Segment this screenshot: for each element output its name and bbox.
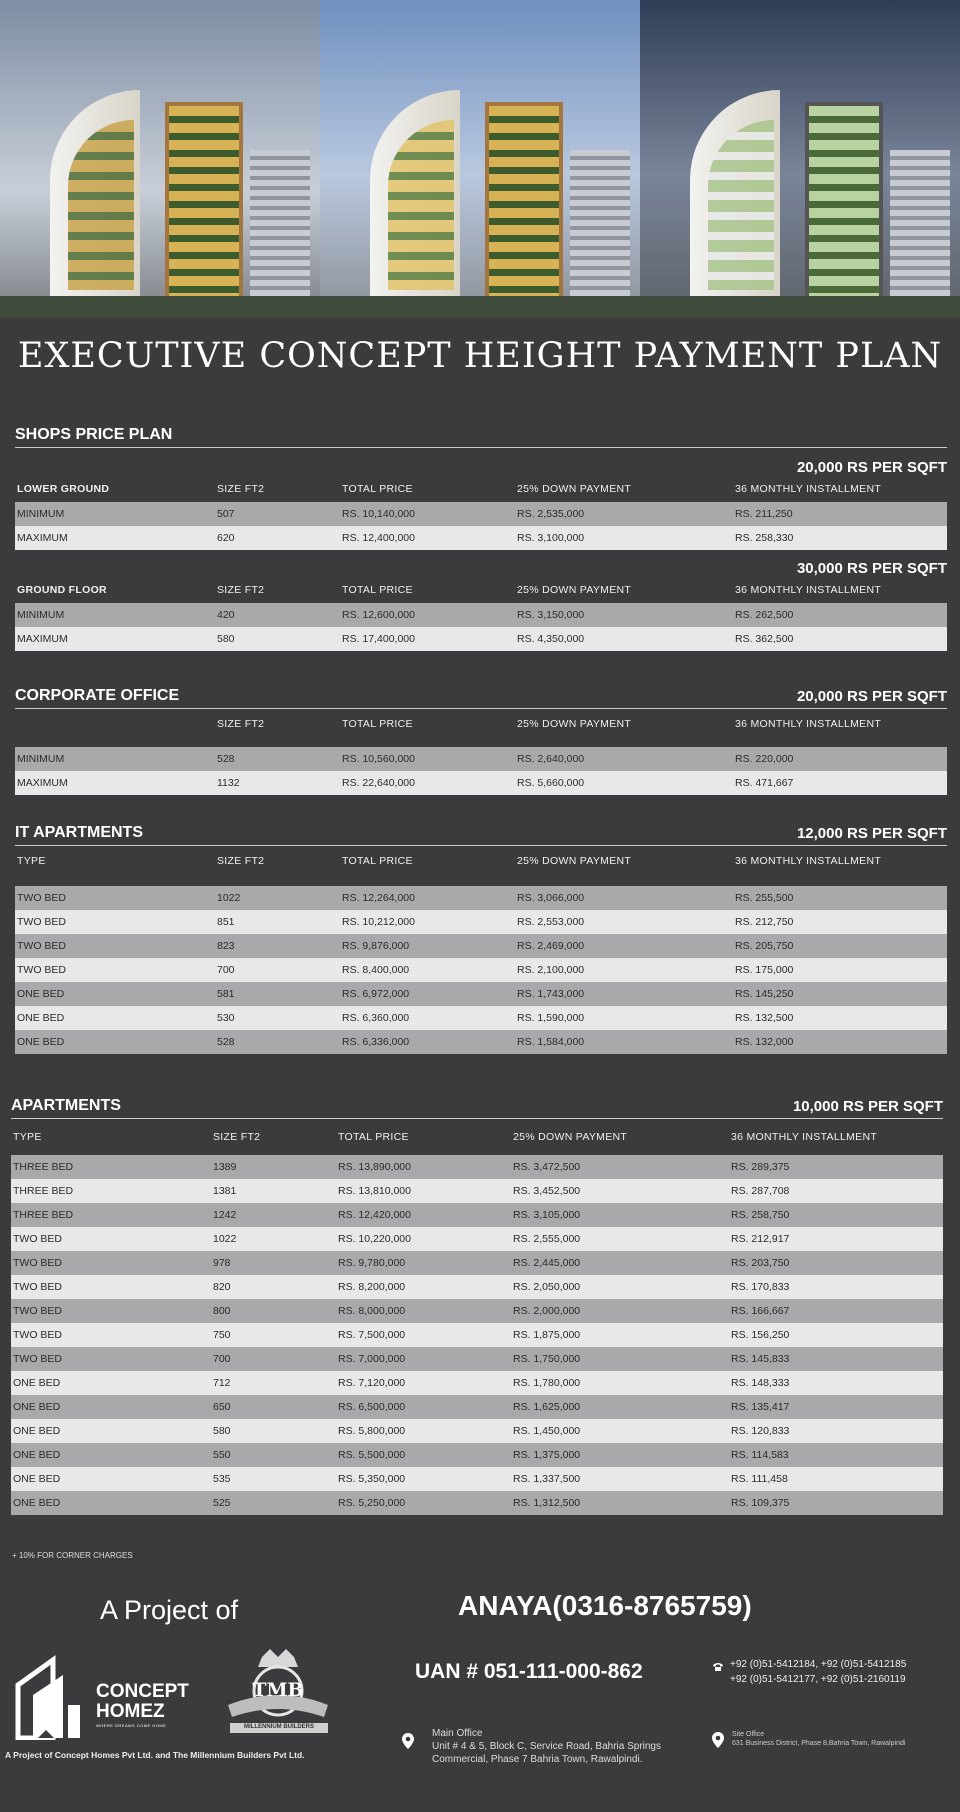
table-cell: RS. 258,750 — [731, 1209, 790, 1221]
section-heading: APARTMENTS 10,000 RS PER SQFT — [11, 1093, 943, 1119]
table-cell: RS. 132,000 — [735, 1036, 794, 1048]
table-cell: RS. 9,876,000 — [342, 940, 410, 952]
table-cell: RS. 211,250 — [735, 508, 793, 520]
location-pin-icon — [402, 1733, 414, 1749]
table-cell: 1022 — [213, 1233, 237, 1245]
table-cell: RS. 2,469,000 — [517, 940, 585, 952]
table-cell: RS. 1,450,000 — [513, 1425, 581, 1437]
table-cell: RS. 6,500,000 — [338, 1401, 406, 1413]
table-cell: RS. 13,890,000 — [338, 1161, 411, 1173]
uan-number: UAN # 051-111-000-862 — [415, 1660, 643, 1683]
table-cell: TWO BED — [13, 1329, 62, 1341]
table-cell: RS. 13,810,000 — [338, 1185, 411, 1197]
table-cell: RS. 12,400,000 — [342, 532, 415, 544]
corporate-section — [15, 683, 947, 795]
table-cell: 550 — [213, 1449, 231, 1461]
table-cell: RS. 156,250 — [731, 1329, 790, 1341]
table-cell: 528 — [217, 753, 235, 765]
table-cell: 535 — [213, 1473, 231, 1485]
table-cell: RS. 175,000 — [735, 964, 794, 976]
column-headers: GROUND FLOOR SIZE FT2 TOTAL PRICE 25% DOWN PAYMENT 36 MONTHLY INSTALLMENT — [17, 584, 882, 596]
rate-label: 30,000 RS PER SQFT — [796, 560, 947, 577]
table-cell: MINIMUM — [17, 609, 65, 621]
table-cell: 581 — [217, 988, 235, 1000]
table-cell: RS. 212,917 — [731, 1233, 790, 1245]
project-credit: A Project of Concept Homes Pvt Ltd. and The Millennium Builders Pvt Ltd. — [5, 1750, 305, 1760]
table-cell: RS. 5,500,000 — [338, 1449, 406, 1461]
table-cell: RS. 5,350,000 — [338, 1473, 406, 1485]
table-cell: 978 — [213, 1257, 231, 1269]
table-cell: RS. 212,750 — [735, 916, 794, 928]
table-cell: 1389 — [213, 1161, 237, 1173]
table-cell: RS. 12,420,000 — [338, 1209, 411, 1221]
table-body — [15, 603, 947, 651]
location-pin-icon — [712, 1732, 724, 1748]
table-cell: RS. 3,452,500 — [513, 1185, 581, 1197]
table-cell: ONE BED — [17, 1012, 65, 1024]
table-cell: RS. 3,066,000 — [517, 892, 585, 904]
table-cell: RS. 1,780,000 — [513, 1377, 581, 1389]
table-row — [11, 1371, 943, 1395]
table-row — [11, 1491, 943, 1515]
table-cell: 507 — [217, 508, 235, 520]
table-row — [11, 1323, 943, 1347]
table-cell: RS. 6,336,000 — [342, 1036, 410, 1048]
project-of-label: A Project of — [100, 1595, 239, 1625]
table-cell: TWO BED — [17, 916, 66, 928]
table-cell: MAXIMUM — [17, 777, 68, 789]
table-cell: RS. 145,250 — [735, 988, 794, 1000]
table-cell: RS. 362,500 — [735, 633, 794, 645]
table-cell: TWO BED — [17, 892, 66, 904]
building-render-dusk — [640, 0, 960, 318]
table-cell: RS. 8,000,000 — [338, 1305, 406, 1317]
table-row — [15, 502, 947, 526]
table-cell: RS. 3,150,000 — [517, 609, 585, 621]
page-title: EXECUTIVE CONCEPT HEIGHT PAYMENT PLAN — [17, 336, 943, 376]
table-cell: RS. 5,800,000 — [338, 1425, 406, 1437]
table-cell: RS. 132,500 — [735, 1012, 794, 1024]
table-cell: RS. 3,105,000 — [513, 1209, 581, 1221]
table-row — [11, 1275, 943, 1299]
phone-numbers: +92 (0)51-5412184, +92 (0)51-5412185 +92 (0)51-5412177, +92 (0)51-2160119 — [730, 1659, 907, 1685]
table-row — [11, 1227, 943, 1251]
table-cell: ONE BED — [13, 1449, 61, 1461]
table-row — [15, 526, 947, 550]
corner-charges-note: + 10% FOR CORNER CHARGES — [12, 1551, 133, 1560]
table-row — [11, 1443, 943, 1467]
table-cell: MAXIMUM — [17, 532, 68, 544]
table-cell: RS. 10,212,000 — [342, 916, 415, 928]
table-cell: RS. 12,600,000 — [342, 609, 415, 621]
table-row — [11, 1419, 943, 1443]
table-cell: RS. 289,375 — [731, 1161, 790, 1173]
table-row — [15, 627, 947, 651]
table-cell: 712 — [213, 1377, 231, 1389]
table-cell: RS. 6,360,000 — [342, 1012, 410, 1024]
table-cell: RS. 255,500 — [735, 892, 794, 904]
building-render-day — [0, 0, 320, 318]
table-cell: 750 — [213, 1329, 231, 1341]
table-cell: 530 — [217, 1012, 235, 1024]
table-row — [15, 910, 947, 934]
table-cell: 420 — [217, 609, 235, 621]
table-cell: RS. 3,472,500 — [513, 1161, 581, 1173]
table-cell: RS. 2,553,000 — [517, 916, 585, 928]
table-row — [15, 958, 947, 982]
table-cell: RS. 111,458 — [731, 1473, 788, 1485]
table-cell: RS. 7,000,000 — [338, 1353, 406, 1365]
table-cell: RS. 145,833 — [731, 1353, 790, 1365]
table-cell: THREE BED — [13, 1185, 74, 1197]
table-row — [15, 603, 947, 627]
table-cell: MAXIMUM — [17, 633, 68, 645]
table-cell: TWO BED — [17, 964, 66, 976]
table-cell: RS. 2,100,000 — [517, 964, 585, 976]
table-cell: 820 — [213, 1281, 231, 1293]
rate-label: 20,000 RS PER SQFT — [796, 459, 947, 476]
table-cell: RS. 203,750 — [731, 1257, 790, 1269]
table-cell: 851 — [217, 916, 235, 928]
table-cell: ONE BED — [13, 1497, 61, 1509]
table-cell: RS. 1,875,000 — [513, 1329, 581, 1341]
table-cell: 620 — [217, 532, 235, 544]
table-row — [15, 771, 947, 795]
table-cell: RS. 6,972,000 — [342, 988, 410, 1000]
table-cell: RS. 1,312,500 — [513, 1497, 581, 1509]
table-cell: MINIMUM — [17, 508, 65, 520]
table-cell: RS. 12,264,000 — [342, 892, 415, 904]
table-cell: RS. 17,400,000 — [342, 633, 415, 645]
table-cell: 1381 — [213, 1185, 237, 1197]
table-cell: MINIMUM — [17, 753, 65, 765]
table-cell: ONE BED — [13, 1377, 61, 1389]
table-cell: 1022 — [217, 892, 241, 904]
table-cell: THREE BED — [13, 1161, 74, 1173]
table-cell: RS. 135,417 — [731, 1401, 790, 1413]
table-cell: RS. 1,584,000 — [517, 1036, 585, 1048]
table-row — [15, 982, 947, 1006]
table-cell: RS. 262,500 — [735, 609, 794, 621]
table-body — [11, 1155, 943, 1515]
table-cell: 700 — [217, 964, 235, 976]
table-row — [11, 1347, 943, 1371]
table-row — [11, 1299, 943, 1323]
table-row — [15, 934, 947, 958]
section-heading: IT APARTMENTS 12,000 RS PER SQFT — [15, 820, 947, 846]
table-cell: RS. 1,590,000 — [517, 1012, 585, 1024]
table-cell: RS. 22,640,000 — [342, 777, 415, 789]
column-headers: TYPE SIZE FT2 TOTAL PRICE 25% DOWN PAYMENT 36 MONTHLY INSTALLMENT — [13, 1131, 878, 1143]
table-body — [15, 886, 947, 1054]
table-cell: RS. 9,780,000 — [338, 1257, 406, 1269]
table-cell: 823 — [217, 940, 235, 952]
table-cell: RS. 287,708 — [731, 1185, 790, 1197]
contact-name-phone: ANAYA(0316-8765759) — [458, 1590, 752, 1621]
table-cell: RS. 258,330 — [735, 532, 794, 544]
table-cell: RS. 220,000 — [735, 753, 794, 765]
table-cell: RS. 120,833 — [731, 1425, 790, 1437]
table-cell: RS. 1,337,500 — [513, 1473, 581, 1485]
table-cell: RS. 1,625,000 — [513, 1401, 581, 1413]
table-cell: RS. 5,660,000 — [517, 777, 585, 789]
table-row — [15, 1006, 947, 1030]
table-cell: TWO BED — [13, 1257, 62, 1269]
table-cell: RS. 1,375,000 — [513, 1449, 581, 1461]
table-cell: ONE BED — [17, 988, 65, 1000]
section-heading: CORPORATE OFFICE 20,000 RS PER SQFT — [15, 683, 947, 709]
table-cell: RS. 2,555,000 — [513, 1233, 581, 1245]
table-cell: RS. 109,375 — [731, 1497, 790, 1509]
table-cell: 800 — [213, 1305, 231, 1317]
table-cell: RS. 2,050,000 — [513, 1281, 581, 1293]
table-cell: RS. 10,220,000 — [338, 1233, 411, 1245]
table-cell: ONE BED — [13, 1473, 61, 1485]
table-cell: TWO BED — [17, 940, 66, 952]
table-cell: 1242 — [213, 1209, 237, 1221]
table-cell: 700 — [213, 1353, 231, 1365]
table-cell: RS. 10,560,000 — [342, 753, 415, 765]
table-cell: RS. 5,250,000 — [338, 1497, 406, 1509]
apartments-section — [11, 1093, 943, 1515]
millennium-builders-logo: TMB MILLENNIUM BUILDERS — [220, 1645, 340, 1745]
table-cell: TWO BED — [13, 1233, 62, 1245]
table-cell: RS. 2,445,000 — [513, 1257, 581, 1269]
table-cell: RS. 205,750 — [735, 940, 794, 952]
table-row — [15, 1030, 947, 1054]
table-cell: RS. 7,500,000 — [338, 1329, 406, 1341]
main-office-address: Main Office Unit # 4 & 5, Block C, Service Road, Bahria Springs Commercial, Phase 7 Bahria Town, Rawalpindi. — [432, 1728, 661, 1765]
hero-images — [0, 0, 960, 318]
table-cell: RS. 2,535,000 — [517, 508, 585, 520]
table-cell: 580 — [217, 633, 235, 645]
table-cell: TWO BED — [13, 1305, 62, 1317]
table-cell: RS. 471,667 — [735, 777, 794, 789]
table-cell: ONE BED — [13, 1425, 61, 1437]
table-row — [11, 1203, 943, 1227]
column-headers: TYPE SIZE FT2 TOTAL PRICE 25% DOWN PAYMENT 36 MONTHLY INSTALLMENT — [17, 855, 882, 867]
table-cell: THREE BED — [13, 1209, 74, 1221]
table-row — [11, 1179, 943, 1203]
table-cell: RS. 148,333 — [731, 1377, 790, 1389]
table-cell: RS. 170,833 — [731, 1281, 790, 1293]
table-cell: RS. 4,350,000 — [517, 633, 585, 645]
site-office-address: Site Office 631 Business District, Phase 8,Bahria Town, Rawalpindi — [732, 1731, 906, 1747]
table-cell: TWO BED — [13, 1281, 62, 1293]
table-row — [15, 886, 947, 910]
table-cell: RS. 8,200,000 — [338, 1281, 406, 1293]
concept-homez-logo: CONCEPT HOMEZ WHERE DREAMS COME HOME — [8, 1650, 183, 1750]
section-heading: SHOPS PRICE PLAN — [15, 422, 947, 448]
shops-section — [15, 422, 947, 651]
table-cell: 525 — [213, 1497, 231, 1509]
table-cell: RS. 1,750,000 — [513, 1353, 581, 1365]
table-cell: ONE BED — [13, 1401, 61, 1413]
table-cell: RS. 2,000,000 — [513, 1305, 581, 1317]
it-apartments-section — [15, 820, 947, 1054]
table-cell: 1132 — [217, 777, 240, 789]
table-cell: RS. 3,100,000 — [517, 532, 585, 544]
table-cell: RS. 1,743,000 — [517, 988, 585, 1000]
table-cell: 580 — [213, 1425, 231, 1437]
table-body — [15, 747, 947, 795]
building-render-closeup — [320, 0, 640, 318]
table-body — [15, 502, 947, 550]
table-cell: RS. 7,120,000 — [338, 1377, 406, 1389]
table-cell: RS. 114,583 — [731, 1449, 789, 1461]
table-cell: RS. 10,140,000 — [342, 508, 415, 520]
table-cell: 650 — [213, 1401, 231, 1413]
table-row — [15, 747, 947, 771]
table-cell: 528 — [217, 1036, 235, 1048]
table-row — [11, 1395, 943, 1419]
table-cell: RS. 2,640,000 — [517, 753, 585, 765]
table-row — [11, 1155, 943, 1179]
column-headers: SIZE FT2 TOTAL PRICE 25% DOWN PAYMENT 36 MONTHLY INSTALLMENT — [217, 718, 882, 730]
table-cell: TWO BED — [13, 1353, 62, 1365]
table-row — [11, 1467, 943, 1491]
table-cell: RS. 8,400,000 — [342, 964, 410, 976]
column-headers: LOWER GROUND SIZE FT2 TOTAL PRICE 25% DOWN PAYMENT 36 MONTHLY INSTALLMENT — [17, 483, 882, 495]
table-row — [11, 1251, 943, 1275]
table-cell: ONE BED — [17, 1036, 65, 1048]
table-cell: RS. 166,667 — [731, 1305, 790, 1317]
